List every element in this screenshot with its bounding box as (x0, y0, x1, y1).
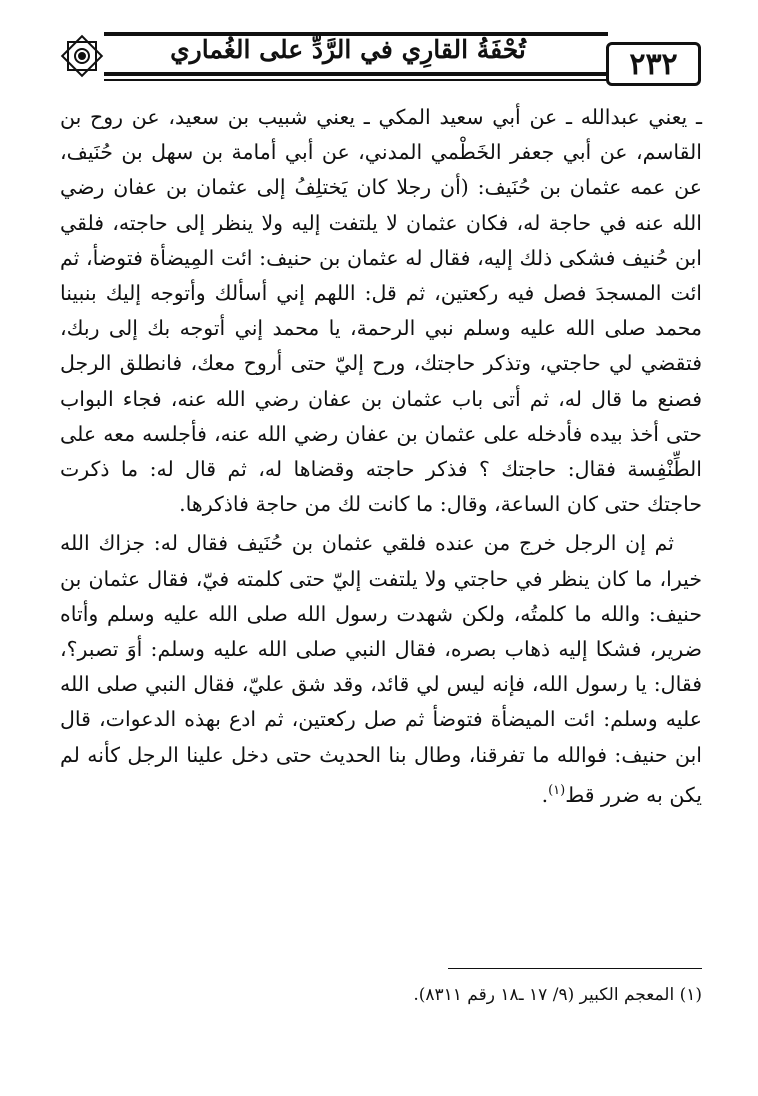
paragraph-end: . (541, 782, 549, 807)
paragraph-text: ثم إن الرجل خرج من عنده فلقي عثمان بن حُنَيف فقال له: جزاك الله خيرا، ما كان ينظر في حاجتي ولا يلتفت إليّ حتى كلمته فيّ، فقال عثمان بن حنيف: والله ما كلمتُه، ولكن شهدت رسول الله صلى الله عليه وسلم وأتاه ضرير، فشكا إليه ذهاب بصره، فقال النبي صلى الله عليه وسلم: أوَ تصبر؟، فقال: يا رسول الله، فإنه ليس لي قائد، وقد شق عليّ، فقال النبي صلى الله عليه وسلم: ائت الميضأة فتوضأ ثم صل ركعتين، ثم ادع بهذه الدعوات، قال ابن حنيف: فوالله ما تفرقنا، وطال بنا الحديث حتى دخل علينا الرجل كأنه لم يكن به ضرر قط (60, 531, 702, 807)
page-number: ٢٣٢ (606, 42, 701, 86)
paragraph (60, 526, 702, 812)
page-header (58, 24, 708, 86)
running-title: تُحْفَةُ القارِي في الرَّدِّ على الغُماري (170, 35, 526, 64)
footnote-separator (448, 968, 702, 969)
main-text (60, 100, 702, 813)
footnote-reference: (١) (548, 782, 566, 798)
footnote: (١) المعجم الكبير (٩/ ١٧ ـ١٨ رقم ٨٣١١). (413, 985, 702, 1005)
paragraph: ـ يعني عبدالله ـ عن أبي سعيد المكي ـ يعني شبيب بن سعيد، عن روح بن القاسم، عن أبي جعفر الخَطْمي المدني، عن أبي أمامة بن سهل بن حُنَيف، عن عمه عثمان بن حُنَيف: (أن رجلا كان يَختلِفُ إلى عثمان بن عفان رضي الله عنه في حاجة له، فكان عثمان لا يلتفت إليه ولا ينظر إلى حاجته، فلقي ابن حُنيف فشكى ذلك إليه، فقال له عثمان بن حنيف: ائت المِيضأة فتوضأ، ثم ائت المسجدَ فصل فيه ركعتين، ثم قل: اللهم إني أسألك وأتوجه إليك بنبينا محمد صلى الله عليه وسلم نبي الرحمة، يا محمد إني أتوجه بك إلى ربك، فتقضي لي حاجتي، وتذكر حاجتك، ورح إليّ حتى أروح معك، فانطلق الرجل فصنع ما قال له، ثم أتى باب عثمان بن عفان رضي الله عنه، فجاء البواب حتى أخذ بيده فأدخله على عثمان بن عفان رضي الله عنه، فأجلسه معه على الطِّنْفِسة فقال: حاجتك ؟ فذكر حاجته وقضاها له، ثم قال له: ما ذكرت حاجتك حتى كان الساعة، وقال: ما كانت لك من حاجة فاذكرها. (60, 105, 702, 517)
header-rule-bottom (104, 72, 608, 76)
header-rule-bottom-thin (104, 79, 608, 81)
